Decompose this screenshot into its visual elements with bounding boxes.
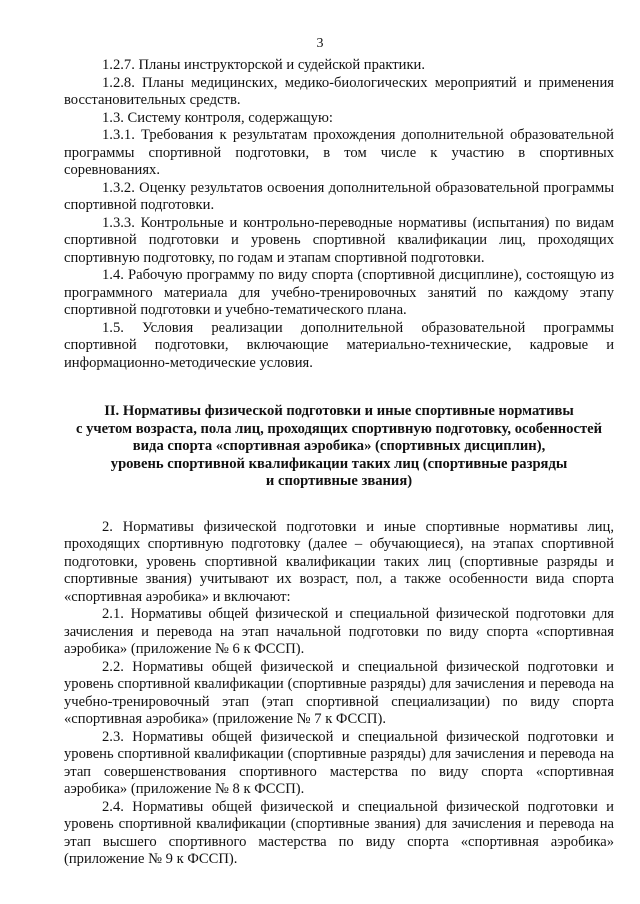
paragraph-2-4: 2.4. Нормативы общей физической и специальной физической подготовки и уровень спортивной квалификации (спортивные звания) для зачисления и перевода на этап высшего спортивного мастерства по виду спорта «спортивная аэробика» (приложение № 9 к ФССП). (64, 798, 614, 867)
paragraph-1-3-1: 1.3.1. Требования к результатам прохождения дополнительной образовательной программы спортивной подготовки, в том числе к участию в спортивных соревнованиях. (64, 127, 614, 178)
spacer (64, 491, 614, 519)
paragraph-1-4: 1.4. Рабочую программу по виду спорта (спортивной дисциплине), состоящую из программного материала для учебно-тренировочных занятий по каждому этапу спортивной подготовки и учебно-тематического плана. (64, 267, 614, 318)
paragraph-1-2-8: 1.2.8. Планы медицинских, медико-биологических мероприятий и применения восстановительных средств. (64, 74, 614, 108)
paragraph-2-3: 2.3. Нормативы общей физической и специальной физической подготовки и уровень спортивной квалификации (спортивные разряды) для зачисления и перевода на этап совершенствования спортивного мастерства по виду спорта «спортивная аэробика» (приложение № 8 к ФССП). (64, 728, 614, 797)
paragraph-1-3-2: 1.3.2. Оценку результатов освоения дополнительной образовательной программы спортивной подготовки. (64, 179, 614, 213)
paragraph-1-2-7: 1.2.7. Планы инструкторской и судейской практики. (102, 57, 425, 73)
paragraph-1-5: 1.5. Условия реализации дополнительной образовательной программы спортивной подготовки, включающие материально-технические, кадровые и информационно-методические условия. (64, 319, 614, 371)
paragraph-1-3: 1.3. Систему контроля, содержащую: (102, 109, 333, 126)
spacer (64, 372, 614, 403)
section-heading (64, 403, 614, 491)
section-heading-line: II. Нормативы физической подготовки и иные спортивные нормативы (104, 403, 574, 419)
section-heading-line: и спортивные звания) (265, 473, 413, 489)
document-body (64, 57, 614, 869)
section-heading-line: уровень спортивной квалификации таких лиц (спортивные разряды (110, 455, 568, 472)
section-heading-line: с учетом возраста, пола лиц, проходящих спортивную подготовку, особенностей (76, 420, 602, 437)
section-heading-line: вида спорта «спортивная аэробика» (спортивных дисциплин), (132, 438, 546, 454)
page-number: 3 (316, 36, 324, 51)
paragraph-2: 2. Нормативы физической подготовки и иные спортивные нормативы лиц, проходящих спортивную подготовку (далее – обучающиеся), на этапах спортивной подготовки, уровень спортивной квалификации таких лиц (спортивные разряды и спортивные звания) учитывают их возраст, пол, а также особенности вида спорта «спортивная аэробика» и включают: (64, 518, 614, 605)
paragraph-2-1: 2.1. Нормативы общей физической и специальной физической подготовки для зачисления и перевода на этап начальной подготовки по виду спорта «спортивная аэробика» (приложение № 6 к ФССП). (64, 606, 614, 657)
paragraph-1-3-3: 1.3.3. Контрольные и контрольно-переводные нормативы (испытания) по видам спортивной подготовки и уровень спортивной квалификации лиц, проходящих спортивную подготовку, по годам и этапам спортивной подготовки. (64, 214, 614, 266)
paragraph-2-2: 2.2. Нормативы общей физической и специальной физической подготовки и уровень спортивной квалификации (спортивные разряды) для зачисления и перевода на учебно-тренировочный этап (этап спортивной специализации) по виду спорта «спортивная аэробика» (приложение № 7 к ФССП). (64, 658, 614, 727)
